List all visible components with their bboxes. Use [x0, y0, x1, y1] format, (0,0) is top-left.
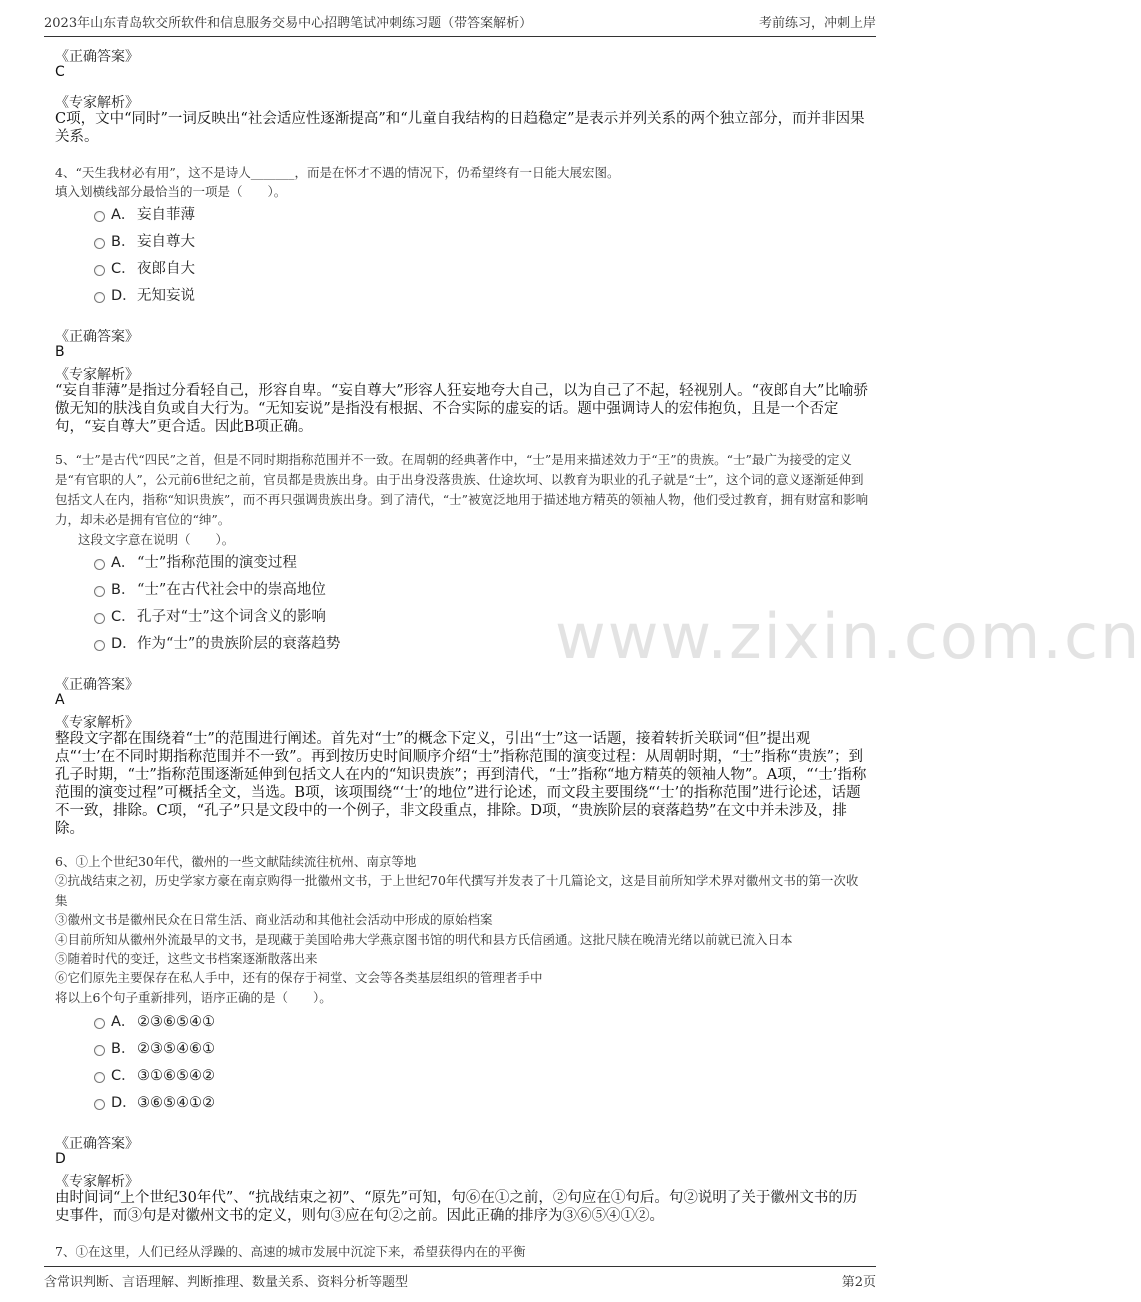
question-sentence-6: ⑥它们原先主要保存在私人手中，还有的保存于祠堂、文会等各类基层组织的管理者手中	[55, 970, 543, 985]
radio-button[interactable]	[94, 559, 105, 570]
question-stem: 4、“天生我材必有用”，这不是诗人_______，而是在怀才不遇的情况下，仍希望终有一日能大展宏图。	[55, 165, 620, 180]
option-letter: C．	[111, 261, 136, 277]
option-a[interactable]	[94, 551, 297, 571]
expert-analysis-text: 整段文字都在围绕着“士”的范围进行阐述。首先对“士”的概念下定义，引出“士”这一话题，接着转折关联词“但”提出观点“‘士’在不同时期指称范围并不一致”。再到按历史时间顺序介绍“士”指称范围的演变过程：从周朝时期，“士”指称“贵族”；到孔子时期，“士”指称范围逐渐延伸到包括文人在内的“知识贵族”；再到清代，“士”指称“地方精英的领袖人物”。A项，“‘士’指称范围的演变过程”可概括全文，当选。B项，该项围绕“‘士’的地位”进行论述，而文段主要围绕“‘士’的指称范围”进行论述，话题不一致，排除。C项，“孔子”只是文段中的一个例子，非文段重点，排除。D项，“贵族阶层的衰落趋势”在文中并未涉及，排除。	[55, 731, 867, 837]
option-d[interactable]	[94, 632, 340, 652]
option-letter: A．	[111, 555, 136, 571]
option-a[interactable]	[94, 203, 195, 223]
radio-button[interactable]	[94, 640, 105, 651]
question-stem: 7、①在这里，人们已经从浮躁的、高速的城市发展中沉淀下来，希望获得内在的平衡	[55, 1244, 526, 1259]
option-text: ③⑥⑤④①②	[137, 1095, 215, 1111]
document-title: 2023年山东青岛软交所软件和信息服务交易中心招聘笔试冲刺练习题（带答案解析）	[44, 16, 533, 31]
radio-button[interactable]	[94, 265, 105, 276]
option-text: “士”指称范围的演变过程	[137, 555, 297, 571]
question-sentence-4: ④目前所知从徽州外流最早的文书，是现藏于美国哈弗大学燕京图书馆的明代和县方氏信函通。这批尺牍在晚清光绪以前就已流入日本	[55, 932, 793, 947]
question-sentence-3: ③徽州文书是徽州民众在日常生活、商业活动和其他社会活动中形成的原始档案	[55, 912, 493, 927]
expert-analysis-label: 《专家解析》	[55, 1174, 139, 1190]
option-text: 无知妄说	[137, 288, 195, 304]
option-text: 作为“士”的贵族阶层的衰落趋势	[137, 636, 341, 652]
option-c[interactable]	[94, 605, 326, 625]
radio-button[interactable]	[94, 586, 105, 597]
option-letter: D．	[111, 1095, 137, 1111]
question-sentence-5: ⑤随着时代的变迁，这些文书档案逐渐散落出来	[55, 951, 318, 966]
question-prompt: 将以上6个句子重新排列，语序正确的是（ ）。	[55, 990, 332, 1005]
option-text: 妄自尊大	[137, 234, 195, 250]
option-letter: D．	[111, 288, 137, 304]
correct-answer-value: C	[55, 64, 65, 80]
option-a[interactable]	[94, 1010, 215, 1030]
page-header	[44, 10, 876, 37]
radio-button[interactable]	[94, 211, 105, 222]
radio-button[interactable]	[94, 1018, 105, 1029]
radio-button[interactable]	[94, 1099, 105, 1110]
option-letter: B．	[111, 582, 136, 598]
expert-analysis-text: “妄自菲薄”是指过分看轻自己，形容自卑。“妄自尊大”形容人狂妄地夸大自己，以为自己了不起，轻视别人。“夜郎自大”比喻骄傲无知的肤浅自负或自大行为。“无知妄说”是指没有根据、不合实际的虚妄的话。题中强调诗人的宏伟抱负，且是一个否定句，“妄自尊大”更合适。因此B项正确。	[55, 383, 868, 435]
radio-button[interactable]	[94, 292, 105, 303]
option-letter: A．	[111, 207, 136, 223]
correct-answer-label: 《正确答案》	[55, 1136, 139, 1152]
option-text: ②③⑤④⑥①	[137, 1041, 215, 1057]
option-b[interactable]	[94, 578, 326, 598]
option-text: “士”在古代社会中的崇高地位	[137, 582, 326, 598]
question-prompt: 这段文字意在说明（ ）。	[78, 532, 235, 547]
radio-button[interactable]	[94, 238, 105, 249]
option-letter: C．	[111, 1068, 136, 1084]
correct-answer-value: A	[55, 692, 65, 708]
question-sentence-1: 6、①上个世纪30年代，徽州的一些文献陆续流往杭州、南京等地	[55, 854, 417, 869]
option-text: 妄自菲薄	[137, 207, 195, 223]
correct-answer-label: 《正确答案》	[55, 329, 139, 345]
option-letter: A．	[111, 1014, 136, 1030]
expert-analysis-text: 由时间词“上个世纪30年代”、“抗战结束之初”、“原先”可知，句⑥在①之前，②句应在①句后。句②说明了关于徽州文书的历史事件，而③句是对徽州文书的定义，则句③应在句②之前。因此正确的排序为③⑥⑤④①②。	[55, 1190, 858, 1224]
correct-answer-label: 《正确答案》	[55, 49, 139, 65]
footer-categories: 含常识判断、言语理解、判断推理、数量关系、资料分析等题型	[44, 1275, 409, 1290]
header-slogan: 考前练习，冲刺上岸	[758, 16, 876, 31]
option-d[interactable]	[94, 284, 195, 304]
option-text: ③①⑥⑤④②	[137, 1068, 215, 1084]
option-text: ②③⑥⑤④①	[137, 1014, 215, 1030]
option-c[interactable]	[94, 1064, 215, 1084]
expert-analysis-label: 《专家解析》	[55, 95, 139, 111]
correct-answer-value: B	[55, 344, 65, 360]
radio-button[interactable]	[94, 1045, 105, 1056]
correct-answer-label: 《正确答案》	[55, 677, 139, 693]
expert-analysis-label: 《专家解析》	[55, 367, 139, 383]
option-text: 夜郎自大	[137, 261, 195, 277]
option-letter: D．	[111, 636, 137, 652]
radio-button[interactable]	[94, 613, 105, 624]
radio-button[interactable]	[94, 1072, 105, 1083]
correct-answer-value: D	[55, 1151, 66, 1167]
option-b[interactable]	[94, 1037, 215, 1057]
option-letter: C．	[111, 609, 136, 625]
option-c[interactable]	[94, 257, 195, 277]
option-b[interactable]	[94, 230, 195, 250]
option-text: 孔子对“士”这个词含义的影响	[137, 609, 326, 625]
page-footer	[44, 1266, 876, 1293]
question-sentence-2: ②抗战结束之初，历史学家方豪在南京购得一批徽州文书，于上世纪70年代撰写并发表了十几篇论文，这是目前所知学术界对徽州文书的第一次收集	[55, 873, 859, 908]
option-d[interactable]	[94, 1091, 215, 1111]
expert-analysis-text: C项，文中“同时”一词反映出“社会适应性逐渐提高”和“儿童自我结构的日趋稳定”是表示并列关系的两个独立部分，而并非因果关系。	[55, 111, 865, 145]
option-letter: B．	[111, 234, 136, 250]
watermark: www.zixin.com.cn	[555, 600, 1141, 673]
page-number: 第2页	[841, 1275, 876, 1290]
question-prompt: 填入划横线部分最恰当的一项是（ ）。	[55, 184, 287, 199]
option-letter: B．	[111, 1041, 136, 1057]
expert-analysis-label: 《专家解析》	[55, 715, 139, 731]
question-stem: 5、“士”是古代“四民”之首，但是不同时期指称范围并不一致。在周朝的经典著作中，“士”是用来描述效力于“王”的贵族。“士”最广为接受的定义是“有官职的人”，公元前6世纪之前，官员都是贵族出身。由于出身没落贵族、仕途坎坷、以教育为职业的孔子就是“士”，这个词的意义逐渐延伸到包括文人在内，指称“知识贵族”，而不再只强调贵族出身。到了清代，“士”被宽泛地用于描述地方精英的领袖人物，他们受过教育，拥有财富和影响力，却未必是拥有官位的“绅”。	[55, 452, 869, 527]
